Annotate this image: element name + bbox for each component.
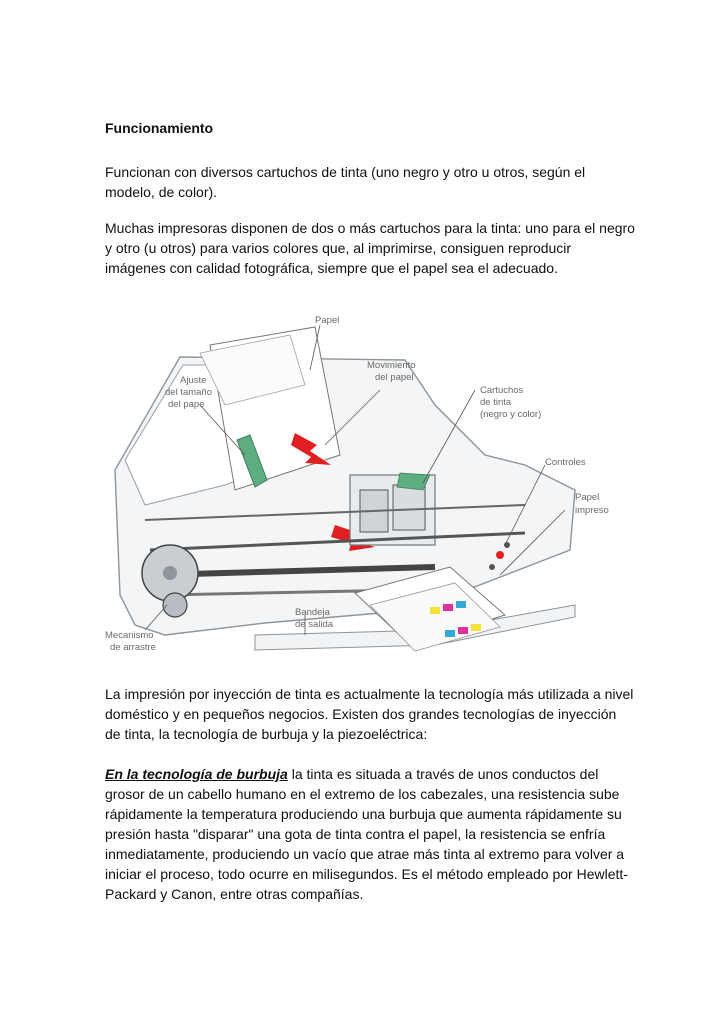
paragraph-bubble-technology bbox=[105, 764, 635, 904]
label-papel: Papel bbox=[315, 315, 340, 326]
swatch-cyan bbox=[456, 601, 466, 608]
label-impreso-2: impreso bbox=[575, 505, 609, 516]
label-controles: Controles bbox=[545, 457, 586, 468]
label-movimiento-1: Movimiento bbox=[367, 360, 416, 371]
swatch-yellow bbox=[430, 607, 440, 614]
label-mecanismo-1: Mecanismo bbox=[105, 630, 154, 641]
label-mecanismo-2: de arrastre bbox=[110, 642, 156, 653]
cartridge-color bbox=[393, 485, 425, 530]
label-cartuchos-2: de tinta bbox=[480, 397, 512, 408]
paragraph-multiple-cartridges: Muchas impresoras disponen de dos o más cartuchos para la tinta: uno para el negro y otro (u otros) para varios colores que, al imprimirse, consiguen reproducir imágenes con calidad fotográfica, siempre que el papel sea el adecuado. bbox=[105, 220, 635, 276]
paragraph-cartridges: Funcionan con diversos cartuchos de tinta (uno negro y otro u otros, según el modelo, de color). bbox=[105, 164, 586, 200]
paragraph-inkjet-technologies: La impresión por inyección de tinta es actualmente la tecnología más utilizada a nivel doméstico y en pequeños negocios. Existen dos grandes tecnologías de inyección de tinta, la tecnología de burbuja y la piezoeléctrica: bbox=[105, 686, 634, 742]
label-cartuchos-3: (negro y color) bbox=[480, 409, 542, 420]
label-bandeja-2: de salida bbox=[295, 619, 334, 630]
label-impreso-1: Papel bbox=[575, 492, 600, 503]
bubble-technology-term: En la tecnología de burbuja bbox=[105, 766, 288, 782]
label-ajuste-1: Ajuste bbox=[180, 375, 207, 386]
swatch-magenta bbox=[443, 604, 453, 611]
section-heading: Funcionamiento bbox=[105, 120, 214, 136]
label-ajuste-2: del tamaño bbox=[165, 387, 213, 398]
label-cartuchos-1: Cartuchos bbox=[480, 385, 524, 396]
control-button bbox=[496, 551, 504, 559]
swatch-yellow bbox=[471, 624, 481, 631]
printer-illustration bbox=[105, 305, 630, 675]
gear-hub bbox=[163, 566, 177, 580]
bubble-technology-text: la tinta es situada a través de unos conductos del grosor de un cabello humano en el extremo de los cabezales, una resistencia sube rápidamente la temperatura produciendo una burbuja que aumenta rápidamente su presión hasta "disparar" una gota de tinta contra el papel, la resistencia se enfría inmediatamente, produciendo un vacío que atrae más tinta al extremo para volver a iniciar el proceso, todo ocurre en milisegundos. Es el método empleado por Hewlett-Packard y Canon, entre otras compañías. bbox=[105, 766, 628, 902]
label-movimiento-2: del papel bbox=[375, 372, 414, 383]
label-ajuste-3: del pape bbox=[168, 399, 205, 410]
swatch-cyan bbox=[445, 630, 455, 637]
control-button bbox=[504, 542, 510, 548]
label-bandeja-1: Bandeja bbox=[295, 607, 330, 618]
swatch-magenta bbox=[458, 627, 468, 634]
control-button bbox=[489, 564, 495, 570]
printer-diagram bbox=[105, 305, 630, 675]
